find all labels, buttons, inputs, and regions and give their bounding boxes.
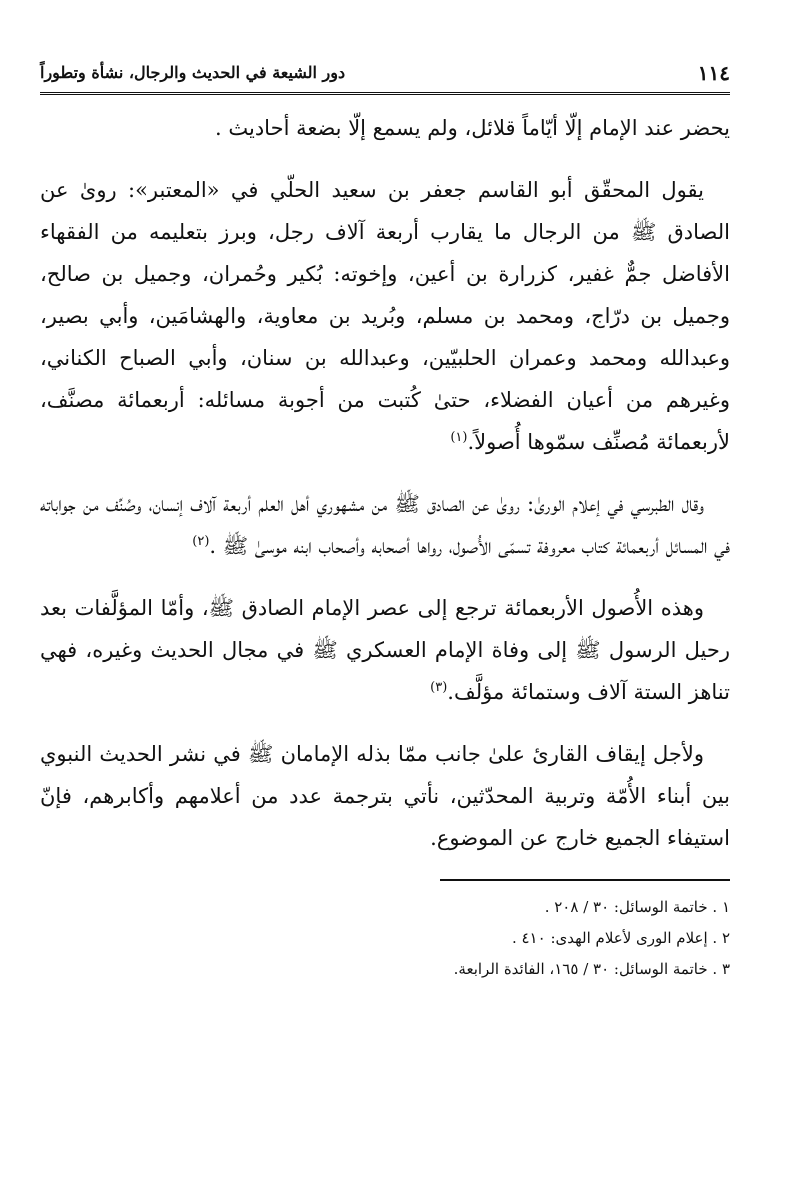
footnote-divider [440, 879, 730, 881]
paragraph-text: وهذه الأُصول الأربعمائة ترجع إلى عصر الإمام الصادق ﷺ، وأمّا المؤلَّفات بعد رحيل الرسول ﷺ إلى وفاة الإمام العسكري ﷺ في مجال الحديث وغيره، فهي تناهز الستة آلاف وستمائة مؤلَّف. [40, 596, 730, 704]
paragraph [40, 733, 730, 859]
running-header [40, 60, 730, 95]
book-page [40, 60, 730, 988]
paragraph-text: ولأجل إيقاف القارئ علىٰ جانب ممّا بذله الإمامان ﷺ في نشر الحديث النبوي بين أبناء الأُمّة وتربية المحدّثين، نأتي بترجمة عدد من أعلامهم وأكابرهم، فإنّ استيفاء الجميع خارج عن الموضوع. [40, 742, 730, 850]
paragraph-text: وقال الطبرسي في إعلام الورىٰ: روىٰ عن الصادق ﷺ من مشهوري أهل العلم أربعة آلاف إنسان، وصُنِّف من جواباته في المسائل أربعمائة كتاب معروفة تسمّى الأُصول، رواها أصحابه وأصحاب ابنه موسىٰ ﷺ . [40, 492, 730, 558]
paragraph [40, 587, 730, 713]
running-title: دور الشيعة في الحديث والرجال، نشأة وتطوراً [40, 63, 346, 82]
footnote-reference: (١) [450, 430, 468, 445]
paragraph [40, 483, 730, 567]
paragraph [40, 169, 730, 463]
footnote-reference: (٢) [192, 534, 210, 549]
footnote: ٢ . إعلام الورى لأعلام الهدى: ٤١٠ . [511, 929, 730, 947]
paragraph-text: يقول المحقّق أبو القاسم جعفر بن سعيد الحلّي في «المعتبر»: روىٰ عن الصادق ﷺ من الرجال ما يقارب أربعة آلاف رجل، وبرز بتعليمه من الفقهاء الأفاضل جمٌّ غفير، كزرارة بن أعين، وإخوته: بُكير وحُمران، وجميل بن صالح، وجميل بن درّاج، ومحمد بن مسلم، وبُريد بن معاوية، والهشامَين، وأبي بصير، وعبدالله ومحمد وعمران الحلبيّين، وعبدالله بن سنان، وأبي الصباح الكناني، وغيرهم من أعيان الفضلاء، حتىٰ كُتبت من أجوبة مسائله: أربعمائة مصنَّف، لأربعمائة مُصنِّف سمّوها أُصولاً. [40, 178, 730, 454]
main-text [40, 107, 730, 859]
footnote: ١ . خاتمة الوسائل: ٣٠ / ٢٠٨ . [544, 898, 730, 916]
paragraph-text: يحضر عند الإمام إلّا أيّاماً قلائل، ولم يسمع إلّا بضعة أحاديث . [215, 116, 730, 140]
footnote: ٣ . خاتمة الوسائل: ٣٠ / ١٦٥، الفائدة الرابعة. [453, 960, 730, 978]
footnotes [40, 895, 730, 982]
footnote-reference: (٣) [430, 680, 448, 695]
paragraph [40, 107, 730, 149]
page-number: ١١٤ [697, 61, 730, 85]
